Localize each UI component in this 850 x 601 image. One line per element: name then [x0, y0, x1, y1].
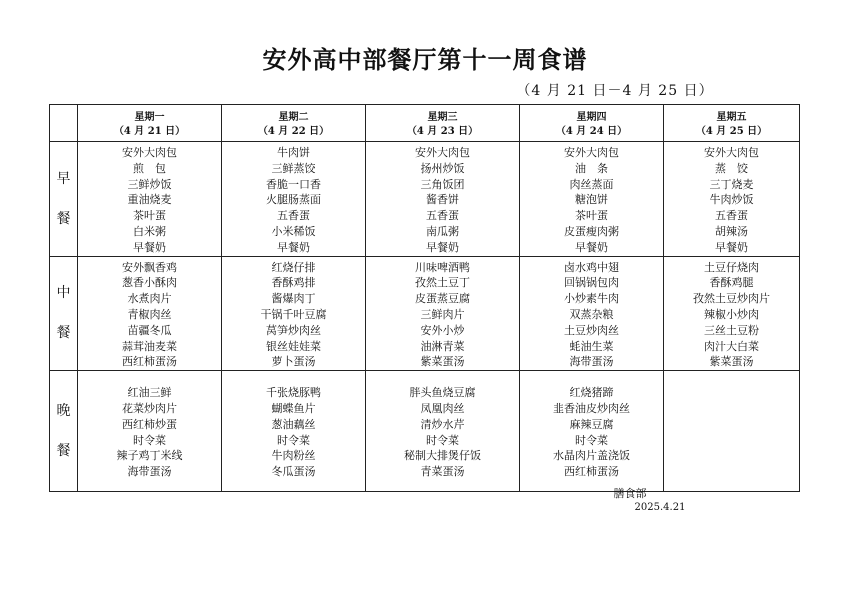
lunch-mon [78, 256, 222, 371]
dish-item: 土豆仔烧肉 [704, 260, 759, 274]
day-header-mon [78, 105, 222, 142]
day-name: 星期三 [427, 112, 458, 123]
meal-label-char: 餐 [56, 210, 71, 227]
dish-item: 糖泡饼 [575, 193, 608, 207]
dish-item: 油淋青菜 [420, 339, 465, 353]
dish-item: 回锅锅包肉 [564, 276, 619, 290]
dinner-wed [366, 371, 520, 492]
dish-item: 西红柿蛋汤 [122, 355, 177, 369]
dish-item: 三鲜炒饭 [127, 177, 172, 191]
lunch-fri [664, 256, 800, 371]
dish-item: 韭香油皮炒肉丝 [553, 401, 630, 415]
dish-item: 紫菜蛋汤 [420, 355, 465, 369]
day-date: （4 月 25 日） [695, 126, 768, 137]
lunch-wed [366, 256, 520, 371]
page-title: 安外高中部餐厅第十一周食谱 [262, 45, 588, 74]
dinner-fri [664, 371, 800, 492]
menu-table [49, 104, 800, 492]
dish-item: 安外大肉包 [564, 146, 619, 159]
dish-item: 海带蛋汤 [127, 465, 172, 479]
dish-item: 扬州炒饭 [420, 161, 465, 175]
dinner-thu [520, 371, 664, 492]
department-signature: 膳食部 [613, 487, 647, 500]
dish-item: 香酥鸡排 [271, 276, 316, 290]
dish-item: 早餐奶 [426, 240, 459, 254]
dish-item: 小炒素牛肉 [564, 292, 619, 306]
corner-cell [50, 105, 78, 142]
dish-item: 安外小炒 [420, 323, 465, 337]
dish-item: 肉丝蒸面 [569, 177, 614, 191]
dish-item: 青椒肉丝 [127, 307, 172, 321]
dish-item: 胡辣汤 [715, 224, 748, 238]
day-date: （4 月 24 日） [555, 126, 628, 137]
dish-item: 早餐奶 [715, 240, 748, 254]
dish-item: 水煮肉片 [127, 292, 172, 306]
meal-label-char: 早 [56, 170, 71, 187]
dish-item: 孜然土豆炒肉片 [693, 292, 770, 306]
dish-item: 安外大肉包 [704, 146, 759, 159]
header-row [50, 105, 800, 142]
dinner-row [50, 371, 800, 492]
dish-item: 安外飘香鸡 [122, 260, 177, 274]
dish-item: 青菜蛋汤 [420, 465, 465, 479]
dish-item: 安外大肉包 [122, 146, 177, 159]
dish-item: 白米粥 [133, 224, 166, 238]
dish-item: 辣椒小炒肉 [704, 307, 759, 321]
meal-label-breakfast [50, 142, 78, 257]
dish-item: 水晶肉片盖浇饭 [553, 449, 630, 463]
breakfast-fri [664, 142, 800, 257]
dish-item: 花菜炒肉片 [122, 401, 177, 415]
day-name: 星期四 [576, 112, 607, 123]
day-name: 星期一 [134, 112, 165, 123]
dish-item: 辣子鸡丁米线 [116, 449, 183, 463]
breakfast-mon [78, 142, 222, 257]
date-range: （4 月 21 日－4 月 25 日） [516, 83, 714, 99]
lunch-thu [520, 256, 664, 371]
dish-item: 五香蛋 [715, 209, 748, 223]
dish-item: 五香蛋 [277, 209, 310, 223]
day-header-wed [366, 105, 520, 142]
dish-item: 土豆炒肉丝 [564, 323, 619, 337]
dish-item: 千张烧豚鸭 [266, 386, 321, 400]
day-header-fri [664, 105, 800, 142]
dish-item: 南瓜粥 [426, 224, 459, 238]
dish-item: 牛肉饼 [277, 146, 310, 159]
lunch-row [50, 256, 800, 371]
dish-item: 安外大肉包 [415, 146, 470, 159]
dish-item: 麻辣豆腐 [569, 417, 614, 431]
dish-item: 紫菜蛋汤 [709, 355, 754, 369]
dish-item: 胖头鱼烧豆腐 [409, 386, 476, 400]
dish-item: 莴笋炒肉丝 [266, 323, 321, 337]
dish-item: 葱油藕丝 [271, 417, 316, 431]
dish-item: 冬瓜蛋汤 [271, 465, 316, 479]
dish-item: 双蒸杂粮 [569, 307, 614, 321]
day-header-tue [222, 105, 366, 142]
dish-item: 凤凰肉丝 [420, 401, 465, 415]
meal-label-char: 晚 [56, 403, 71, 420]
dish-item: 蚝油生菜 [569, 339, 614, 353]
dish-item: 卤水鸡中翅 [564, 260, 619, 274]
dish-item: 萝卜蛋汤 [271, 355, 316, 369]
day-date: （4 月 23 日） [406, 126, 479, 137]
issue-date: 2025.4.21 [634, 502, 686, 513]
dish-item: 海带蛋汤 [569, 355, 614, 369]
dish-item: 蝴蝶鱼片 [271, 401, 316, 415]
dish-item: 牛肉粉丝 [271, 449, 316, 463]
dish-item: 火腿肠蒸面 [266, 193, 321, 207]
meal-label-char: 餐 [56, 443, 71, 460]
breakfast-tue [222, 142, 366, 257]
dish-item: 红烧仔排 [271, 260, 316, 274]
breakfast-wed [366, 142, 520, 257]
dish-item: 时令菜 [277, 433, 310, 447]
dish-item: 红油三鲜 [127, 386, 172, 400]
dish-item: 煎 包 [133, 161, 166, 175]
dish-item: 葱香小酥肉 [122, 276, 177, 290]
dinner-tue [222, 371, 366, 492]
dish-item: 皮蛋蒸豆腐 [415, 292, 470, 306]
dish-item: 早餐奶 [133, 240, 166, 254]
dish-item: 皮蛋瘦肉粥 [564, 224, 619, 238]
dish-item: 早餐奶 [575, 240, 608, 254]
dish-item: 三鲜肉片 [420, 307, 465, 321]
dish-item: 时令菜 [133, 433, 166, 447]
dish-item: 茶叶蛋 [575, 209, 608, 223]
dish-item: 三角饭团 [420, 177, 465, 191]
day-name: 星期五 [716, 112, 747, 123]
dinner-mon [78, 371, 222, 492]
dish-item: 小米稀饭 [271, 224, 316, 238]
dish-item: 西红柿炒蛋 [122, 417, 177, 431]
dish-item: 时令菜 [426, 433, 459, 447]
dish-item: 香脆一口香 [266, 177, 321, 191]
dish-item: 茶叶蛋 [133, 209, 166, 223]
dish-item: 肉汁大白菜 [704, 339, 759, 353]
dish-item: 干锅千叶豆腐 [260, 307, 327, 321]
day-date: （4 月 21 日） [113, 126, 186, 137]
dish-item: 清炒水芹 [420, 417, 465, 431]
dish-item: 酱香饼 [426, 193, 459, 207]
dish-item: 牛肉炒饭 [709, 193, 754, 207]
dish-item: 蒜茸油麦菜 [122, 339, 177, 353]
dish-item: 油 条 [575, 161, 608, 175]
dish-item: 三丁烧麦 [709, 177, 754, 191]
dish-item: 秘制大排煲仔饭 [404, 449, 481, 463]
dish-item: 香酥鸡腿 [709, 276, 754, 290]
dish-item: 时令菜 [575, 433, 608, 447]
dish-item: 西红柿蛋汤 [564, 465, 619, 479]
dish-item: 早餐奶 [277, 240, 310, 254]
meal-label-char: 餐 [56, 325, 71, 342]
dish-item: 银丝娃娃菜 [266, 339, 321, 353]
lunch-tue [222, 256, 366, 371]
day-header-thu [520, 105, 664, 142]
breakfast-row [50, 142, 800, 257]
dish-item: 蒸 饺 [715, 161, 748, 175]
dish-item: 川味啤酒鸭 [415, 260, 470, 274]
dish-item: 三鲜蒸饺 [271, 161, 316, 175]
dish-item: 五香蛋 [426, 209, 459, 223]
breakfast-thu [520, 142, 664, 257]
day-date: （4 月 22 日） [257, 126, 330, 137]
meal-label-lunch [50, 256, 78, 371]
meal-label-char: 中 [56, 285, 71, 302]
dish-item: 红烧猪蹄 [569, 386, 614, 400]
dish-item: 重油烧麦 [127, 193, 172, 207]
day-name: 星期二 [278, 112, 309, 123]
dish-item: 酱爆肉丁 [271, 292, 316, 306]
dish-item: 苗疆冬瓜 [127, 323, 172, 337]
meal-label-dinner [50, 371, 78, 492]
dish-item: 孜然土豆丁 [415, 276, 470, 290]
dish-item: 三丝土豆粉 [704, 323, 759, 337]
